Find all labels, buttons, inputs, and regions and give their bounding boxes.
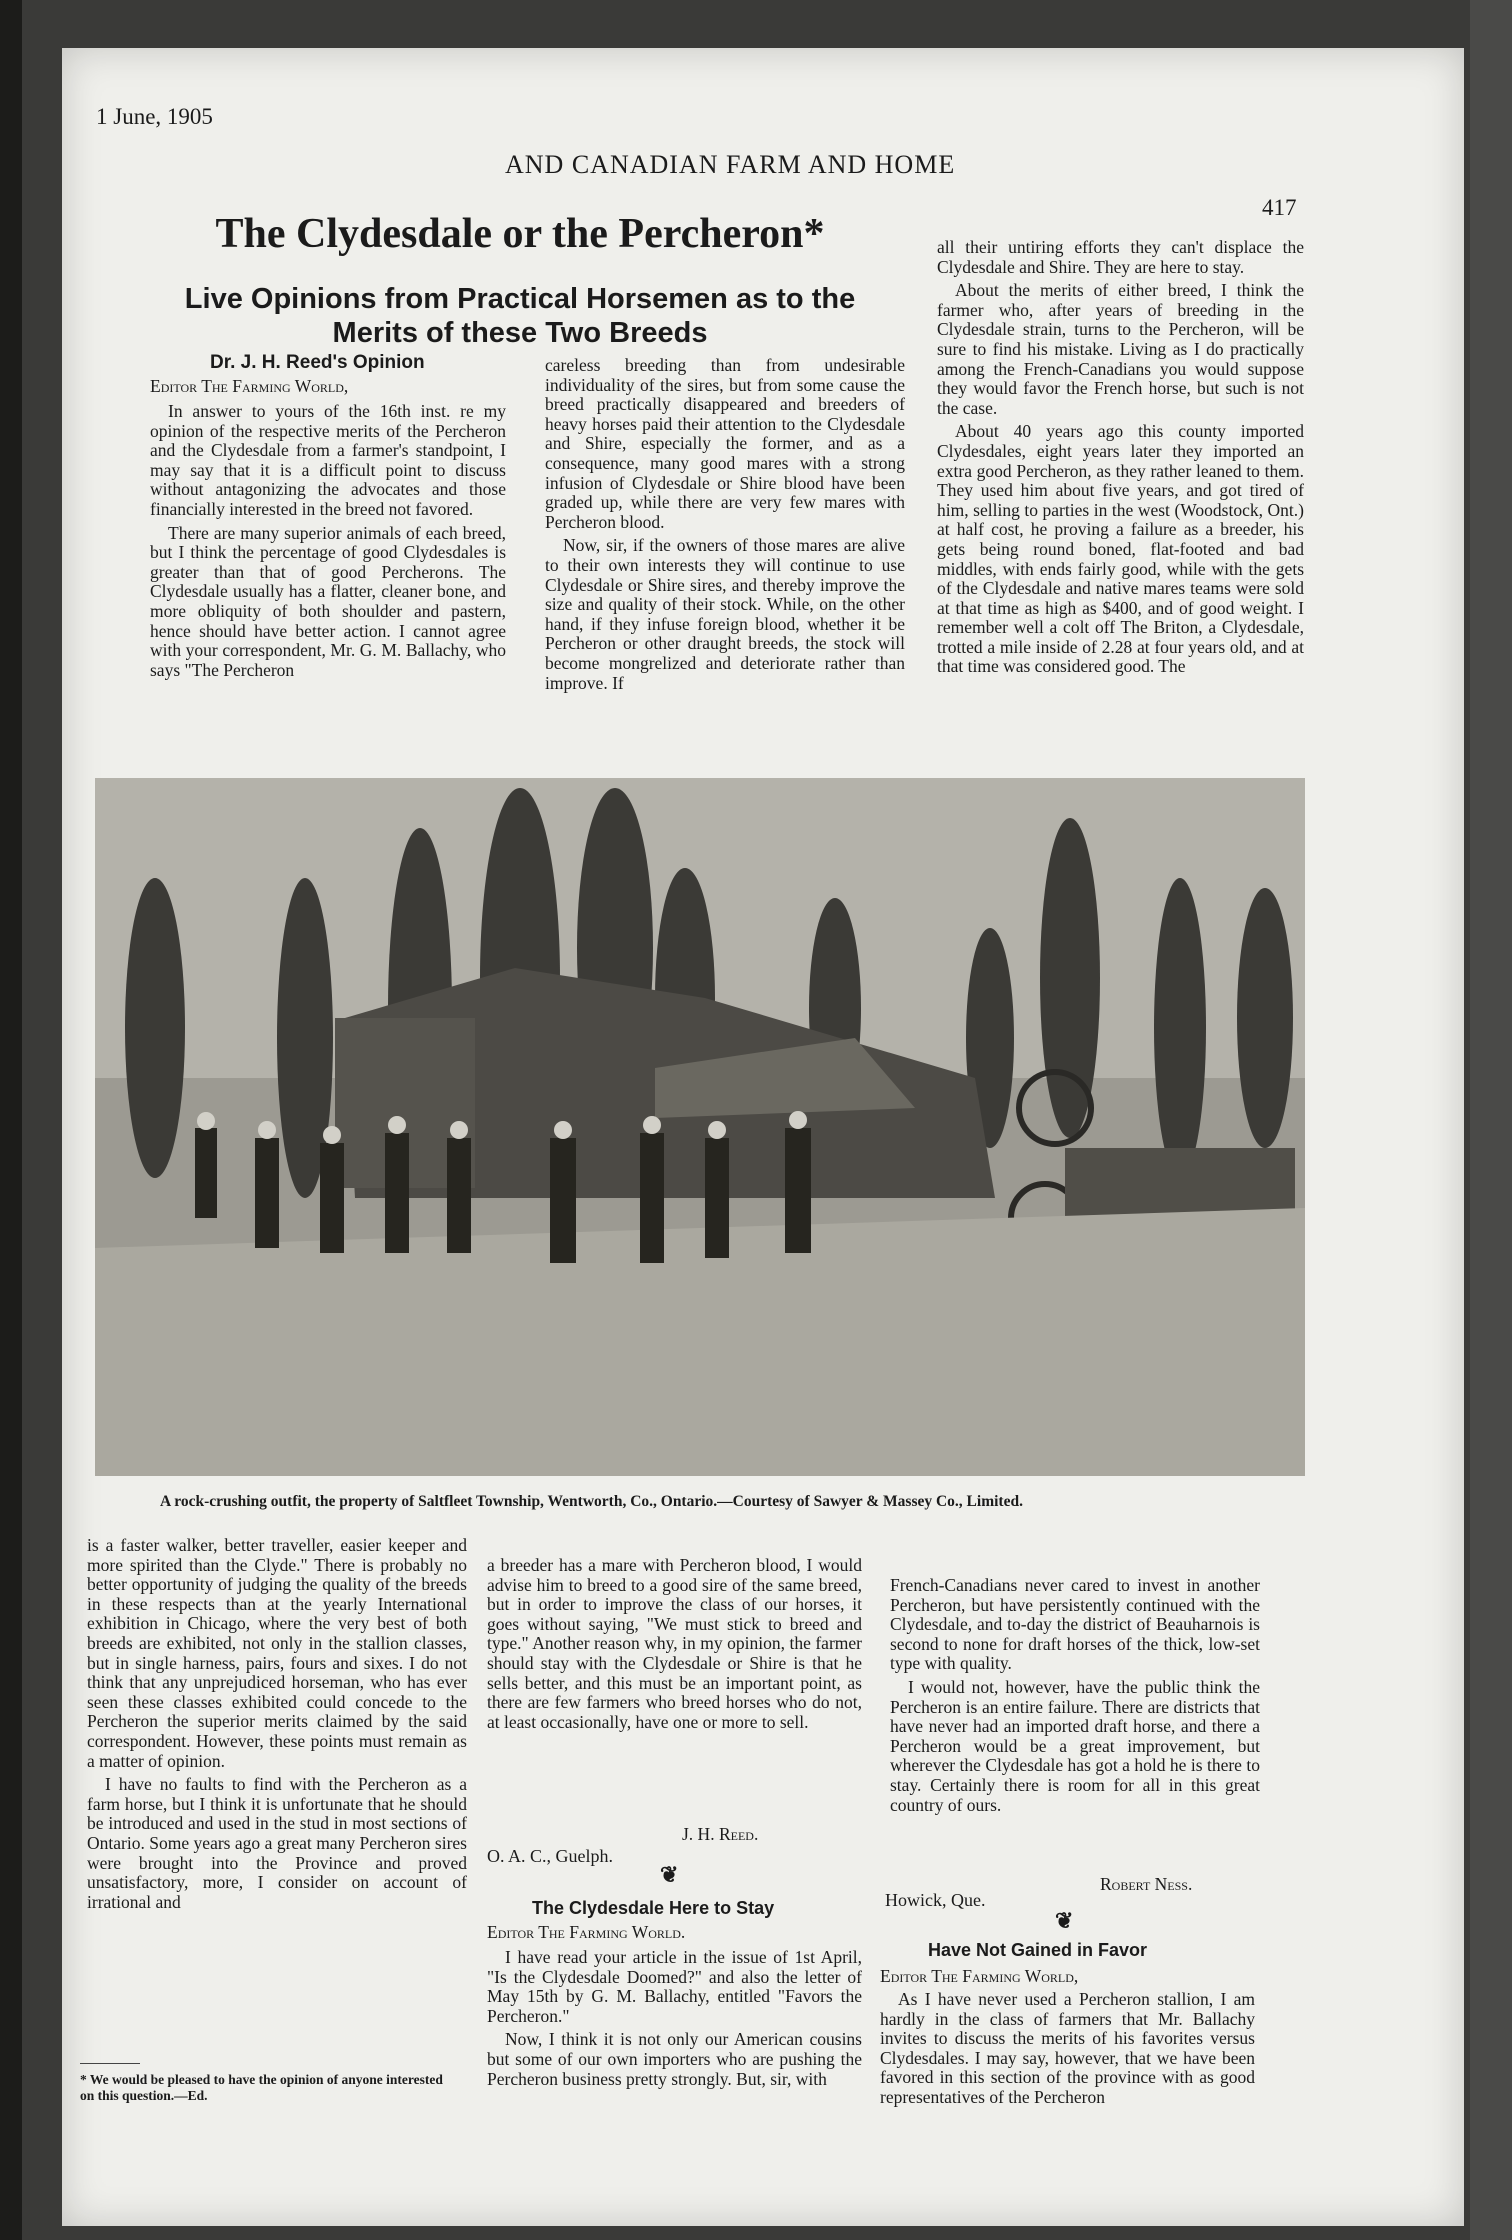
not-gained-body xyxy=(880,1990,1255,2112)
paragraph: is a faster walker, better traveller, easier keeper and more spirited than the Clyde." There is probably no better opportunity of judging the quality of the breeds in these respects than at the yearly International exhibition in Chicago, where the very best of both breeds are exhibited, not only in the stallion classes, but in single harness, pairs, fours and sixes. I do not think that any unprejudiced horseman, who has ever seen these classes exhibited could concede to the Percheron the superior merits claimed by the said correspondent. However, these points must remain as a matter of opinion. xyxy=(87,1535,467,1771)
reed-column-1 xyxy=(150,402,506,684)
paragraph: Now, sir, if the owners of those mares are alive to their own interests they will continue to use Clydesdale or Shire sires, and thereby improve the size and quality of their stock. While, on the other hand, if they infuse foreign blood, whether it be Percheron or other draught breeds, the stock will become mongrelized and deteriorate rather than improve. If xyxy=(545,535,905,693)
scan-edge-right xyxy=(1470,0,1512,2240)
scan-edge-left xyxy=(0,0,22,2240)
paragraph: I would not, however, have the public think the Percheron is an entire failure. There are districts that have never had an imported draft horse, and there a Percheron would be a great improvement, but wherever the Clydesdale has got a hold he is there to stay. Certainly there is room for all in this great country of ours. xyxy=(890,1676,1260,1815)
section-ornament: ❦ xyxy=(660,1862,679,1887)
ness-column-3 xyxy=(937,238,1304,681)
page-number: 417 xyxy=(1262,195,1297,220)
ness-place: Howick, Que. xyxy=(885,1890,986,1910)
reed-place: O. A. C., Guelph. xyxy=(487,1846,613,1866)
reed-column-1-continued xyxy=(87,1536,467,1916)
photo-caption: A rock-crushing outfit, the property of Saltfleet Township, Wentworth, Co., Ontario.—Courtesy of Sawyer & Massey Co., Limited. xyxy=(160,1493,1023,1510)
ness-signature: Robert Ness. xyxy=(1100,1874,1193,1894)
paragraph: In answer to yours of the 16th inst. re my opinion of the respective merits of the Percheron and the Clydesdale from a farmer's standpoint, I may say that it is a difficult point to discuss without antagonizing the advocates and those financially interested in the breed not favored. xyxy=(150,401,506,519)
here-to-stay-body xyxy=(487,1948,862,2093)
article-subtitle: Live Opinions from Practical Horsemen as to the Merits of these Two Breeds xyxy=(184,283,856,349)
article-title: The Clydesdale or the Percheron* xyxy=(215,211,825,257)
paragraph: a breeder has a mare with Percheron blood, I would advise him to breed to a good sire of the same breed, but in order to improve the class of our horses, it goes without saying, "We must stick to breed and type." Another reason why, in my opinion, the farmer should stay with the Clydesdale or Shire is that he sells better, and this must be an important point, as there are few farmers who breed horses who do not, at least occasionally, have one or more to sell. xyxy=(487,1555,862,1732)
running-title: AND CANADIAN FARM AND HOME xyxy=(505,150,956,179)
paragraph: French-Canadians never cared to invest in another Percheron, but have persistently continued with the Clydesdale, and to-day the district of Beauharnois is second to none for draft horses of the thick, low-set type with quality. xyxy=(890,1575,1260,1674)
not-gained-editor-line: Editor The Farming World, xyxy=(880,1966,1079,1986)
paragraph: About 40 years ago this county imported Clydesdales, eight years later they imported an extra good Percheron, as they rather leaned to them. They used him about five years, and got tired of him, selling to parties in the west (Woodstock, Ont.) at half cost, he proving a failure as a breeder, his gets being round boned, flat-footed and bad middles, with ends fairly good, while with the gets of the Clydesdale and native mares teams were sold at that time as high as $400, and of good weight. I remember well a colt off The Briton, a Clydesdale, trotted a mile inside of 2.28 at four years old, and at that time was considered good. The xyxy=(937,421,1304,677)
reed-editor-line: Editor The Farming World, xyxy=(150,376,349,396)
paragraph: all their untiring efforts they can't displace the Clydesdale and Shire. They are here to stay. xyxy=(937,237,1304,277)
editor-footnote: * We would be pleased to have the opinion of anyone interested on this question.—Ed. xyxy=(80,2072,443,2103)
here-to-stay-editor-line: Editor The Farming World. xyxy=(487,1922,686,1942)
not-gained-heading: Have Not Gained in Favor xyxy=(928,1940,1148,1960)
paragraph: About the merits of either breed, I think the farmer who, after years of breeding in the Clydesdale strain, turns to the Percheron, will be sure to find his mistake. Living as I do practically among the French-Canadians you would suppose they would favor the French horse, but such is not the case. xyxy=(937,280,1304,418)
paragraph: Now, I think it is not only our American cousins but some of our own importers who are pushing the Percheron business pretty strongly. But, sir, with xyxy=(487,2029,862,2089)
paragraph: As I have never used a Percheron stallion, I am hardly in the class of farmers that Mr. Ballachy invites to discuss the merits of his favorites versus Clydesdales. I may say, however, that we have been favored in this section of the province with as good representatives of the Percheron xyxy=(880,1989,1255,2107)
footnote-rule xyxy=(80,2063,140,2064)
reed-column-2-continued xyxy=(487,1556,862,1736)
reed-column-2 xyxy=(545,356,905,697)
paragraph: I have read your article in the issue of 1st April, "Is the Clydesdale Doomed?" and also the letter of May 15th by G. M. Ballachy, entitled "Favors the Percheron." xyxy=(487,1947,862,2026)
section-ornament: ❦ xyxy=(1055,1908,1074,1933)
paragraph: There are many superior animals of each breed, but I think the percentage of good Clydesdales is greater than that of good Percherons. The Clydesdale usually has a flatter, cleaner bone, and more obliquity of both shoulder and pastern, hence should have better action. I cannot agree with your correspondent, Mr. G. M. Ballachy, who says "The Percheron xyxy=(150,522,506,680)
reed-heading: Dr. J. H. Reed's Opinion xyxy=(210,352,425,373)
here-to-stay-heading: The Clydesdale Here to Stay xyxy=(532,1898,775,1918)
ness-column-3-continued xyxy=(890,1576,1260,1819)
paragraph: I have no faults to find with the Percheron as a farm horse, but I think it is unfortunate that he should be introduced and used in the stud in most sections of Ontario. Some years ago a great many Percheron sires were brought into the Province and proved unsatisfactory, more, I consider on account of irrational and xyxy=(87,1774,467,1912)
reed-signature: J. H. Reed. xyxy=(682,1824,759,1844)
issue-date: 1 June, 1905 xyxy=(96,104,213,129)
paragraph: careless breeding than from undesirable individuality of the sires, but from some cause the breed practically disappeared and breeders of heavy horses paid their attention to the Clydesdale and Shire, especially the former, and as a consequence, many good mares with a strong infusion of Clydesdale or Shire blood have been graded up, while there are very few mares with Percheron blood. xyxy=(545,355,905,532)
rock-crushing-photo xyxy=(95,778,1305,1476)
